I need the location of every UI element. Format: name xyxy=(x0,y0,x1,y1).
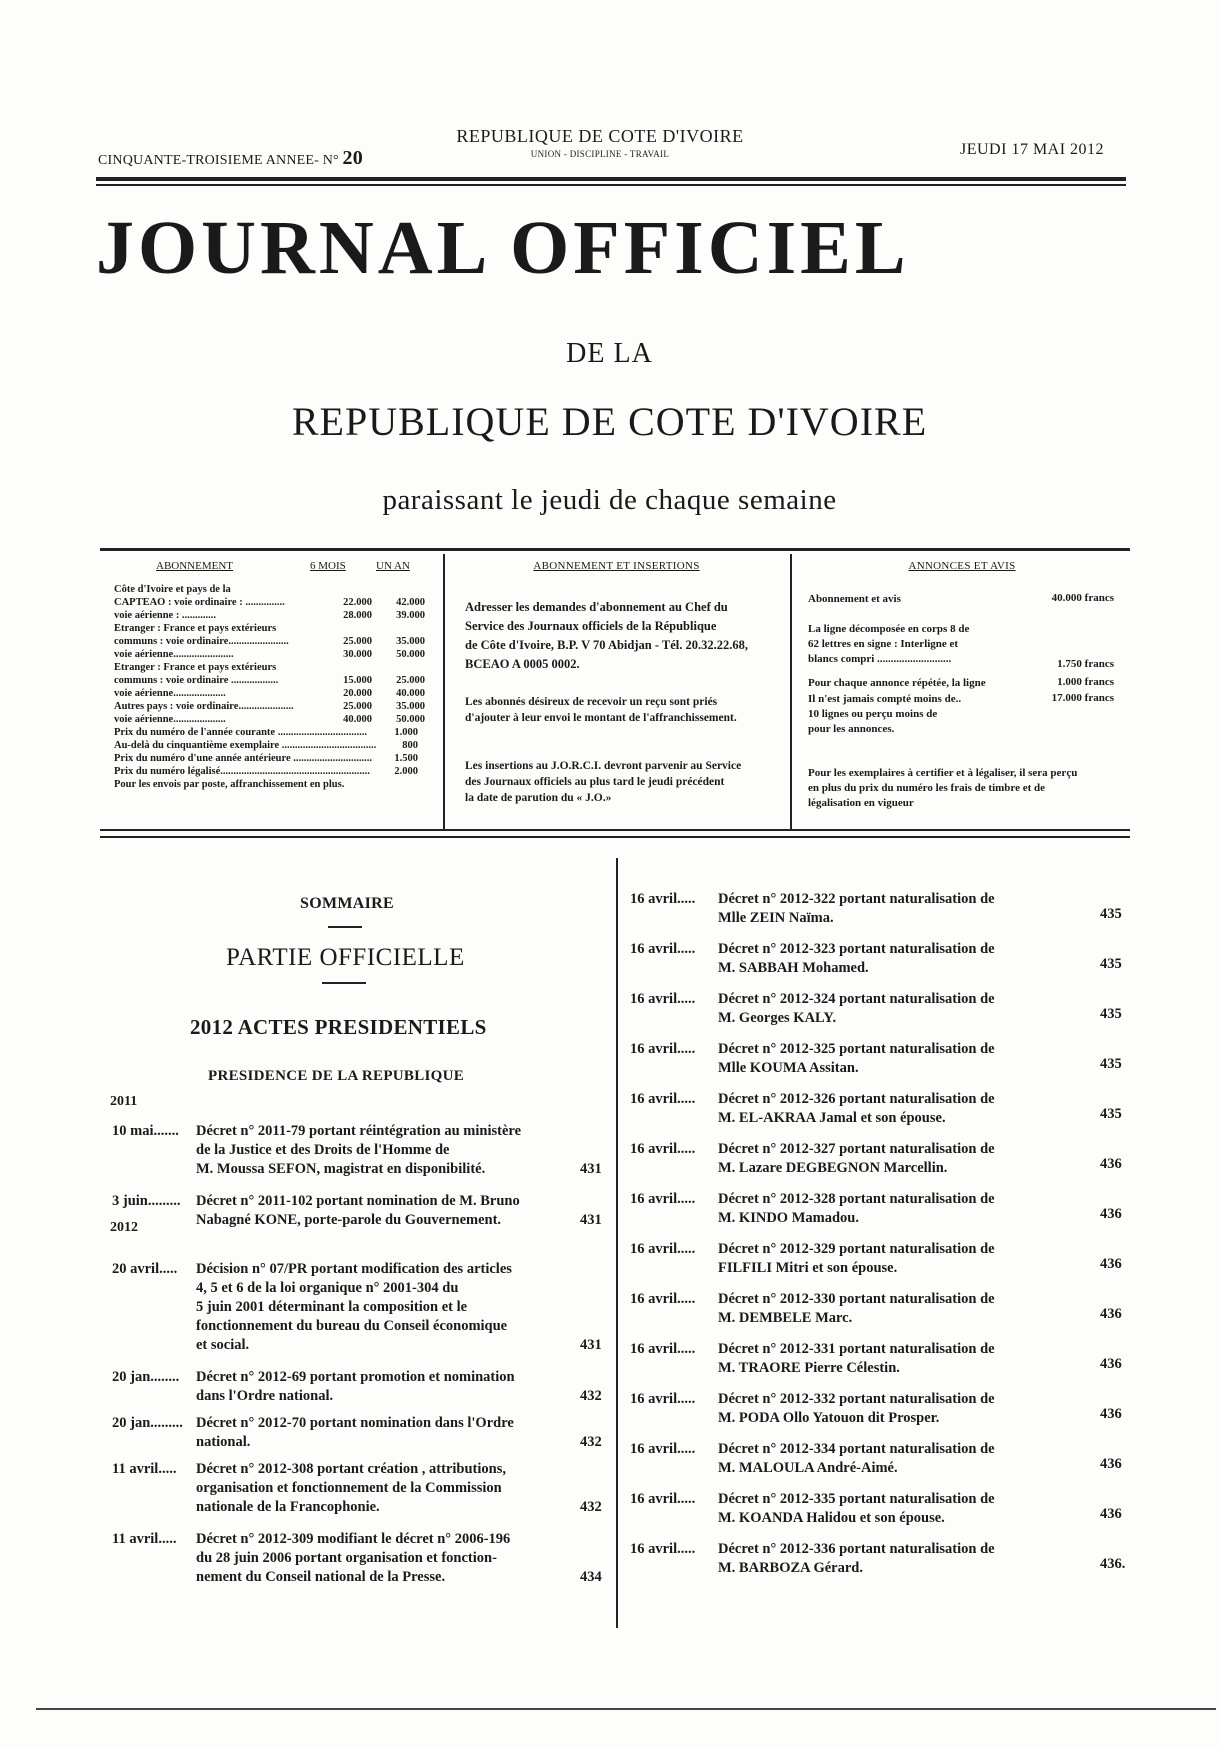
rate-label: voie aérienne.................... xyxy=(114,688,226,699)
rate-label: Etranger : France et pays extérieurs xyxy=(114,623,277,634)
entry-line: Décret n° 2012-69 portant promotion et nomination xyxy=(196,1369,515,1385)
rate-six-months: 15.000 xyxy=(343,675,372,686)
entry-text xyxy=(718,1390,995,1428)
entry-line: organisation et fonctionnement de la Commission xyxy=(196,1480,502,1496)
entry-text xyxy=(718,1340,995,1378)
entry-line: M. Lazare DEGBEGNON Marcellin. xyxy=(718,1160,948,1176)
rate-six-months: 25.000 xyxy=(343,701,372,712)
entry-text xyxy=(196,1260,512,1355)
rate-row xyxy=(114,648,434,661)
entry-page: 434 xyxy=(580,1569,602,1585)
entry-text xyxy=(196,1530,510,1587)
presidence-title: PRESIDENCE DE LA REPUBLIQUE xyxy=(208,1068,465,1084)
entry-page: 436 xyxy=(1100,1156,1122,1172)
rate-one-year: 35.000 xyxy=(396,701,425,712)
rate-label: voie aérienne.................... xyxy=(114,714,226,725)
entry-date: 16 avril..... xyxy=(630,1241,696,1257)
annonces-footer xyxy=(808,766,1130,811)
entry-text xyxy=(718,1090,995,1128)
entry-date: 16 avril..... xyxy=(630,1191,696,1207)
entry-date: 20 avril..... xyxy=(112,1261,178,1277)
entry-line: M. DEMBELE Marc. xyxy=(718,1310,853,1326)
insertions-heading: ABONNEMENT ET INSERTIONS xyxy=(533,560,700,572)
entry-line: M. SABBAH Mohamed. xyxy=(718,960,869,976)
entry-line: Décret n° 2012-330 portant naturalisation de xyxy=(718,1291,995,1307)
rate-one-year: 50.000 xyxy=(396,714,425,725)
entry-line: Nabagné KONE, porte-parole du Gouvernement. xyxy=(196,1212,502,1228)
rate-row xyxy=(114,622,434,635)
rate-row xyxy=(114,713,434,726)
column-divider xyxy=(616,858,618,1628)
partie-officielle-title: PARTIE OFFICIELLE xyxy=(226,944,465,971)
entry-line: 4, 5 et 6 de la loi organique n° 2001-304 du xyxy=(196,1280,459,1296)
entry-date: 16 avril..... xyxy=(630,1441,696,1457)
entry-line: M. TRAORE Pierre Célestin. xyxy=(718,1360,900,1376)
entry-line: 5 juin 2001 déterminant la composition et le xyxy=(196,1299,468,1315)
entry-page: 435 xyxy=(1100,1106,1122,1122)
annonces-avis xyxy=(794,554,1130,830)
entry-line: Décret n° 2012-324 portant naturalisation de xyxy=(718,991,995,1007)
price-value: 1.000 xyxy=(394,727,418,738)
insertions-line: des Journaux officiels au plus tard le jeudi précédent xyxy=(465,776,725,788)
entry-line: FILFILI Mitri et son épouse. xyxy=(718,1260,898,1276)
entry-text xyxy=(718,940,995,978)
price-label: Prix du numéro de l'année courante .................................. xyxy=(114,727,367,738)
rate-label: CAPTEAO : voie ordinaire : ............... xyxy=(114,597,285,608)
insertions-line: Adresser les demandes d'abonnement au Chef du xyxy=(465,600,728,614)
entry-date: 3 juin......... xyxy=(112,1193,181,1209)
insertions-paragraph-2 xyxy=(465,694,775,726)
edition-label: CINQUANTE-TROISIEME ANNEE- N° xyxy=(98,153,339,168)
entry-line: M. Georges KALY. xyxy=(718,1010,837,1026)
entry-date: 16 avril..... xyxy=(630,1541,696,1557)
insertions-line: Les abonnés désireux de recevoir un reçu sont priés xyxy=(465,696,718,708)
annonces-price-2: 1.750 francs xyxy=(1057,658,1114,670)
partie-dash xyxy=(322,982,366,984)
sommaire-dash xyxy=(328,926,362,928)
entry-line: nement du Conseil national de la Presse. xyxy=(196,1569,446,1585)
insertions-paragraph-3 xyxy=(465,758,775,806)
entry-line: Décret n° 2012-331 portant naturalisation de xyxy=(718,1341,995,1357)
price-label: Prix du numéro d'une année antérieure .............................. xyxy=(114,753,373,764)
annonces-heading: ANNONCES ET AVIS xyxy=(908,560,1016,572)
entry-text xyxy=(718,990,995,1028)
annonces-footer-line: légalisation en vigueur xyxy=(808,797,914,809)
rate-one-year: 40.000 xyxy=(396,688,425,699)
subtitle-republique: REPUBLIQUE DE COTE D'IVOIRE xyxy=(291,399,928,444)
entry-line: Décret n° 2012-309 modifiant le décret n° 2006-196 xyxy=(196,1531,511,1547)
rate-label: communs : voie ordinaire .................. xyxy=(114,675,279,686)
subscription-rates xyxy=(100,554,440,830)
entry-line: M. KINDO Mamadou. xyxy=(718,1210,859,1226)
postage-note: Pour les envois par poste, affranchissement en plus. xyxy=(114,779,345,790)
entry-line: nationale de la Francophonie. xyxy=(196,1499,380,1515)
sommaire-title: SOMMAIRE xyxy=(300,895,394,912)
entry-page: 431 xyxy=(580,1212,602,1228)
annonces-price-4: 17.000 francs xyxy=(1051,692,1114,704)
entry-page: 432 xyxy=(580,1499,602,1515)
entry-page: 435 xyxy=(1100,1006,1122,1022)
insertions-line: BCEAO A 0005 0002. xyxy=(465,657,580,671)
insertions-line: d'ajouter à leur envoi le montant de l'affranchissement. xyxy=(465,712,737,724)
entry-line: de la Justice et des Droits de l'Homme de xyxy=(196,1142,450,1158)
entry-page: 432 xyxy=(580,1388,602,1404)
entry-text xyxy=(718,1040,995,1078)
annonces-line: pour les annonces. xyxy=(808,723,895,735)
rate-one-year: 39.000 xyxy=(396,610,425,621)
rate-label: voie aérienne....................... xyxy=(114,649,234,660)
entry-page: 435 xyxy=(1100,956,1122,972)
entry-date: 16 avril..... xyxy=(630,1041,696,1057)
national-motto: UNION - DISCIPLINE - TRAVAIL xyxy=(530,149,670,159)
entry-page: 435 xyxy=(1100,1056,1122,1072)
entry-page: 436 xyxy=(1100,1206,1122,1222)
entry-text xyxy=(718,1440,995,1478)
entry-page: 436 xyxy=(1100,1356,1122,1372)
entry-text xyxy=(196,1192,520,1230)
six-months-heading: 6 MOIS xyxy=(310,560,346,572)
entry-text xyxy=(718,890,995,928)
entry-line: Décret n° 2012-334 portant naturalisation de xyxy=(718,1441,995,1457)
bottom-rule xyxy=(36,1708,1216,1710)
entry-page: 436 xyxy=(1100,1306,1122,1322)
entry-line: Décret n° 2012-322 portant naturalisation de xyxy=(718,891,995,907)
entry-page: 431 xyxy=(580,1161,602,1177)
entry-line: national. xyxy=(196,1434,251,1450)
entry-text xyxy=(196,1368,515,1406)
rate-six-months: 28.000 xyxy=(343,610,372,621)
entry-line: M. PODA Ollo Yatouon dit Prosper. xyxy=(718,1410,940,1426)
entry-date: 20 jan........ xyxy=(112,1369,180,1385)
entry-page: 436 xyxy=(1100,1456,1122,1472)
insertions-line: de Côte d'Ivoire, B.P. V 70 Abidjan - Tél. 20.32.22.68, xyxy=(465,638,749,652)
annonces-row-1: Abonnement et avis xyxy=(808,593,901,605)
rate-label: Autres pays : voie ordinaire..................... xyxy=(114,701,294,712)
entry-line: Décret n° 2011-102 portant nomination de M. Bruno xyxy=(196,1193,520,1209)
rate-one-year: 35.000 xyxy=(396,636,425,647)
annonces-footer-line: en plus du prix du numéro les frais de timbre et de xyxy=(808,782,1046,794)
rate-row xyxy=(114,674,434,687)
entry-date: 11 avril..... xyxy=(112,1531,177,1547)
subscription-heading: ABONNEMENT xyxy=(156,560,233,572)
entry-line: Mlle KOUMA Assitan. xyxy=(718,1060,859,1076)
insertions-line: Les insertions au J.O.R.C.I. devront parvenir au Service xyxy=(465,760,742,772)
entry-line: Mlle ZEIN Naïma. xyxy=(718,910,834,926)
entry-line: fonctionnement du bureau du Conseil économique xyxy=(196,1318,508,1334)
entry-date: 16 avril..... xyxy=(630,1341,696,1357)
rate-six-months: 40.000 xyxy=(343,714,372,725)
entry-page: 436 xyxy=(1100,1506,1122,1522)
rate-row xyxy=(114,609,434,622)
header-rule-thick xyxy=(96,177,1126,181)
price-label: Au-delà du cinquantième exemplaire .................................... xyxy=(114,740,377,751)
entry-page: 431 xyxy=(580,1337,602,1353)
entry-date: 16 avril..... xyxy=(630,1091,696,1107)
entry-page: 435 xyxy=(1100,906,1122,922)
entry-line: Décret n° 2012-332 portant naturalisation de xyxy=(718,1391,995,1407)
entry-text xyxy=(718,1140,995,1178)
price-label: Prix du numéro légalisé......................................................... xyxy=(114,766,370,777)
entry-text xyxy=(718,1490,995,1528)
entry-line: M. EL-AKRAA Jamal et son épouse. xyxy=(718,1110,946,1126)
abonnement-insertions xyxy=(447,554,786,830)
rate-row xyxy=(114,583,434,596)
republic-name: REPUBLIQUE DE COTE D'IVOIRE xyxy=(456,126,744,146)
entry-date: 16 avril..... xyxy=(630,1391,696,1407)
entry-line: M. BARBOZA Gérard. xyxy=(718,1560,863,1576)
rate-one-year: 42.000 xyxy=(396,597,425,608)
issue-date: JEUDI 17 MAI 2012 xyxy=(960,141,1105,158)
entry-line: M. Moussa SEFON, magistrat en disponibilité. xyxy=(196,1161,486,1177)
entry-date: 16 avril..... xyxy=(630,891,696,907)
year-2012: 2012 xyxy=(110,1220,138,1235)
entry-date: 20 jan......... xyxy=(112,1415,183,1431)
entry-text xyxy=(718,1190,995,1228)
entry-page: 436. xyxy=(1100,1556,1126,1572)
rate-label: voie aérienne : ............. xyxy=(114,610,217,621)
rate-six-months: 30.000 xyxy=(343,649,372,660)
entry-text xyxy=(718,1540,995,1578)
info-box xyxy=(100,554,1130,830)
rate-label: Etranger : France et pays extérieurs xyxy=(114,662,277,673)
entry-text xyxy=(196,1414,514,1452)
header-rule-thin xyxy=(96,184,1126,186)
entry-line: Décret n° 2012-323 portant naturalisation de xyxy=(718,941,995,957)
price-row xyxy=(114,752,434,765)
entry-line: M. KOANDA Halidou et son épouse. xyxy=(718,1510,945,1526)
entry-line: Décret n° 2012-327 portant naturalisation de xyxy=(718,1141,995,1157)
price-row xyxy=(114,765,434,778)
rate-six-months: 25.000 xyxy=(343,636,372,647)
rate-row xyxy=(114,661,434,674)
entry-line: Décret n° 2012-325 portant naturalisation de xyxy=(718,1041,995,1057)
entry-date: 16 avril..... xyxy=(630,991,696,1007)
price-row xyxy=(114,726,434,739)
one-year-heading: UN AN xyxy=(376,560,410,572)
entry-text xyxy=(718,1240,995,1278)
annonces-row-3: Pour chaque annonce répétée, la ligne xyxy=(808,677,986,689)
entry-date: 16 avril..... xyxy=(630,941,696,957)
entry-line: du 28 juin 2006 portant organisation et fonction- xyxy=(196,1550,497,1566)
entry-date: 16 avril..... xyxy=(630,1291,696,1307)
entry-page: 436 xyxy=(1100,1406,1122,1422)
entry-line: Décret n° 2012-329 portant naturalisation de xyxy=(718,1241,995,1257)
entry-text xyxy=(196,1122,521,1179)
rate-label: Côte d'Ivoire et pays de la xyxy=(114,584,231,595)
annonces-line: La ligne décomposée en corps 8 de xyxy=(808,623,970,635)
annonces-line: blancs compri ........................... xyxy=(808,653,952,665)
entry-line: Décret n° 2012-328 portant naturalisation de xyxy=(718,1191,995,1207)
journal-title: JOURNAL OFFICIEL xyxy=(96,206,910,290)
entry-page: 436 xyxy=(1100,1256,1122,1272)
rate-label: communs : voie ordinaire....................... xyxy=(114,636,289,647)
rate-row xyxy=(114,596,434,609)
entry-line: Décret n° 2011-79 portant réintégration au ministère xyxy=(196,1123,522,1139)
entry-line: Décision n° 07/PR portant modification des articles xyxy=(196,1261,512,1277)
annonces-footer-line: Pour les exemplaires à certifier et à légaliser, il sera perçu xyxy=(808,767,1078,779)
rate-six-months: 20.000 xyxy=(343,688,372,699)
republic-header xyxy=(400,126,800,159)
annonces-price-1: 40.000 francs xyxy=(1051,592,1114,604)
entry-line: Décret n° 2012-308 portant création , attributions, xyxy=(196,1461,506,1477)
insertions-line: Service des Journaux officiels de la République xyxy=(465,619,717,633)
annonces-line: 10 lignes ou perçu moins de xyxy=(808,708,938,720)
issue-number: 20 xyxy=(342,147,363,169)
rate-row xyxy=(114,635,434,648)
rate-one-year: 50.000 xyxy=(396,649,425,660)
entry-line: Décret n° 2012-335 portant naturalisation de xyxy=(718,1491,995,1507)
entry-date: 16 avril..... xyxy=(630,1491,696,1507)
rate-one-year: 25.000 xyxy=(396,675,425,686)
year-2011: 2011 xyxy=(110,1094,138,1109)
info-box-bottom-rule-2 xyxy=(100,836,1130,838)
rate-row xyxy=(114,700,434,713)
entry-page: 432 xyxy=(580,1434,602,1450)
entry-text xyxy=(196,1460,506,1517)
price-row xyxy=(114,739,434,752)
entry-line: Décret n° 2012-70 portant nomination dans l'Ordre xyxy=(196,1415,514,1431)
info-box-top-rule xyxy=(100,548,1130,551)
entry-line: et social. xyxy=(196,1337,250,1353)
price-value: 800 xyxy=(402,740,418,751)
entry-date: 16 avril..... xyxy=(630,1141,696,1157)
insertions-paragraph-1 xyxy=(465,598,775,674)
entry-line: M. MALOULA André-Aimé. xyxy=(718,1460,898,1476)
subtitle-de-la: DE LA xyxy=(566,338,653,369)
annonces-price-3: 1.000 francs xyxy=(1057,676,1114,688)
entry-line: Décret n° 2012-326 portant naturalisation de xyxy=(718,1091,995,1107)
price-value: 1.500 xyxy=(394,753,418,764)
insertions-line: la date de parution du « J.O.» xyxy=(465,792,612,804)
entry-date: 11 avril..... xyxy=(112,1461,177,1477)
annonces-line: 62 lettres en signe : Interligne et xyxy=(808,638,959,650)
entry-text xyxy=(718,1290,995,1328)
publication-frequency: paraissant le jeudi de chaque semaine xyxy=(382,484,837,516)
price-value: 2.000 xyxy=(394,766,418,777)
entry-line: dans l'Ordre national. xyxy=(196,1388,334,1404)
actes-title: 2012 ACTES PRESIDENTIELS xyxy=(190,1015,487,1039)
entry-date: 10 mai....... xyxy=(112,1123,179,1139)
entry-line: Décret n° 2012-336 portant naturalisation de xyxy=(718,1541,995,1557)
annonces-line: Il n'est jamais compté moins de.. xyxy=(808,693,962,705)
rate-six-months: 22.000 xyxy=(343,597,372,608)
rate-row xyxy=(114,687,434,700)
edition-line xyxy=(98,147,363,170)
rate-list xyxy=(114,583,434,791)
